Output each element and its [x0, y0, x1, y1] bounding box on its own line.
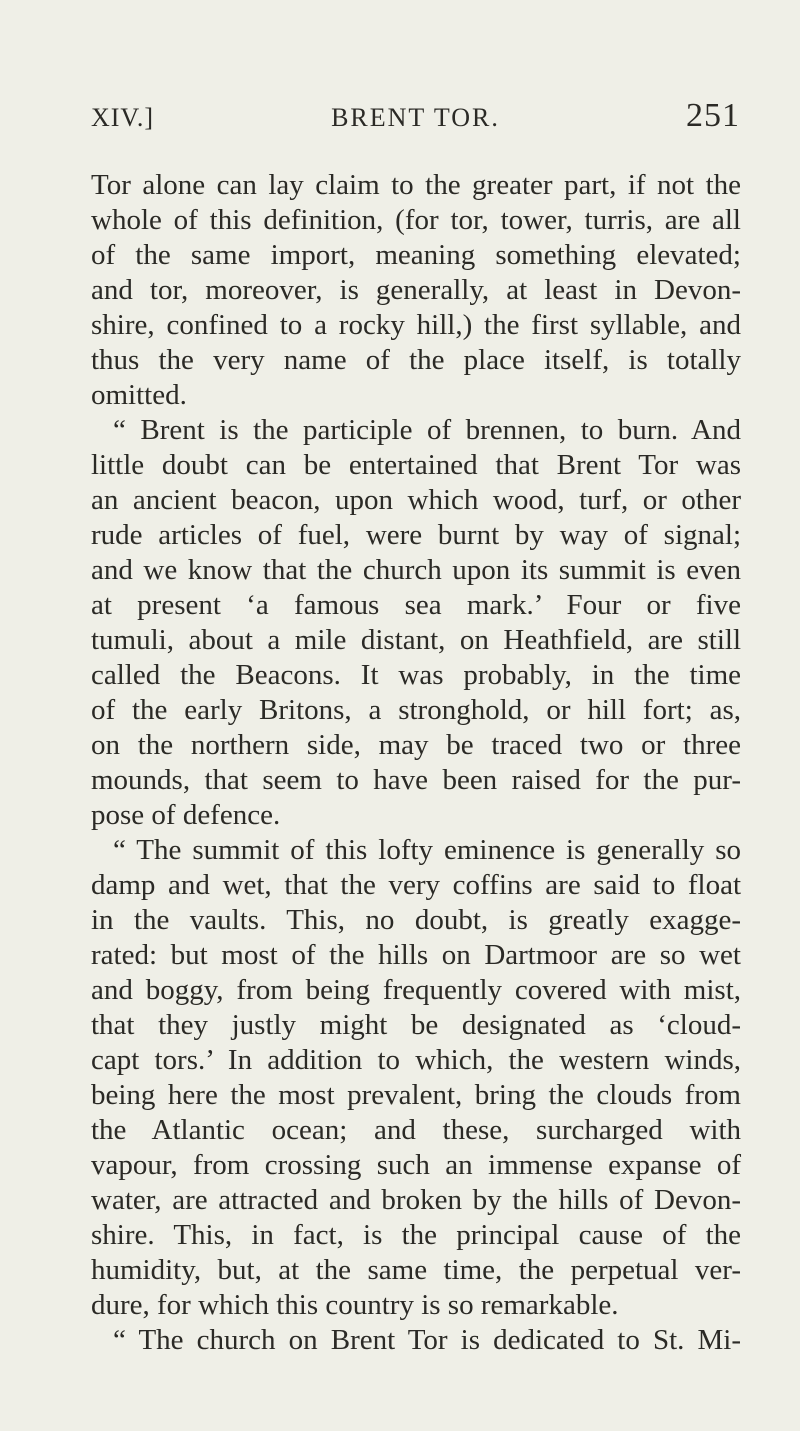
text-line: of the same import, meaning something elevated; — [91, 239, 741, 271]
text-line: called the Beacons. It was probably, in the time — [91, 659, 741, 691]
text-line: mounds, that seem to have been raised for the pur- — [91, 764, 741, 796]
text-line: and we know that the church upon its summit is even — [91, 554, 741, 586]
text-line: omitted. — [91, 379, 187, 411]
text-line: whole of this definition, (for tor, tower, turris, are all — [91, 204, 741, 236]
page-number: 251 — [686, 97, 740, 134]
text-line: “ The church on Brent Tor is dedicated to St. Mi- — [113, 1324, 741, 1356]
text-line: pose of defence. — [91, 799, 281, 831]
text-line: thus the very name of the place itself, is totally — [91, 344, 741, 376]
text-line: of the early Britons, a stronghold, or hill fort; as, — [91, 694, 741, 726]
text-line: the Atlantic ocean; and these, surcharged with — [91, 1114, 741, 1146]
text-line: on the northern side, may be traced two or three — [91, 729, 741, 761]
text-line: at present ‘a famous sea mark.’ Four or five — [91, 589, 741, 621]
text-line: and tor, moreover, is generally, at least in Devon- — [91, 274, 741, 306]
text-line: being here the most prevalent, bring the clouds from — [91, 1079, 741, 1111]
text-line: shire. This, in fact, is the principal cause of the — [91, 1219, 741, 1251]
text-line: an ancient beacon, upon which wood, turf, or other — [91, 484, 741, 516]
body-text — [91, 168, 741, 1358]
text-line: little doubt can be entertained that Brent Tor was — [91, 449, 741, 481]
text-line: “ The summit of this lofty eminence is generally so — [113, 834, 741, 866]
text-line: tumuli, about a mile distant, on Heathfield, are still — [91, 624, 741, 656]
text-line: rude articles of fuel, were burnt by way of signal; — [91, 519, 741, 551]
text-line: Tor alone can lay claim to the greater part, if not the — [91, 169, 741, 201]
running-title: BRENT TOR. — [331, 103, 500, 132]
text-line: dure, for which this country is so remarkable. — [91, 1289, 619, 1321]
text-line: water, are attracted and broken by the hills of Devon- — [91, 1184, 741, 1216]
text-line: capt tors.’ In addition to which, the western winds, — [91, 1044, 741, 1076]
text-line: that they justly might be designated as ‘cloud- — [91, 1009, 741, 1041]
text-line: and boggy, from being frequently covered with mist, — [91, 974, 741, 1006]
text-line: rated: but most of the hills on Dartmoor are so wet — [91, 939, 741, 971]
text-line: in the vaults. This, no doubt, is greatly exagge- — [91, 904, 741, 936]
text-line: damp and wet, that the very coffins are said to float — [91, 869, 741, 901]
text-line: vapour, from crossing such an immense expanse of — [91, 1149, 741, 1181]
text-line: shire, confined to a rocky hill,) the first syllable, and — [91, 309, 741, 341]
text-line: humidity, but, at the same time, the perpetual ver- — [91, 1254, 741, 1286]
text-line: “ Brent is the participle of brennen, to burn. And — [113, 414, 741, 446]
running-header — [91, 97, 740, 143]
chapter-number: XIV.] — [91, 103, 155, 132]
